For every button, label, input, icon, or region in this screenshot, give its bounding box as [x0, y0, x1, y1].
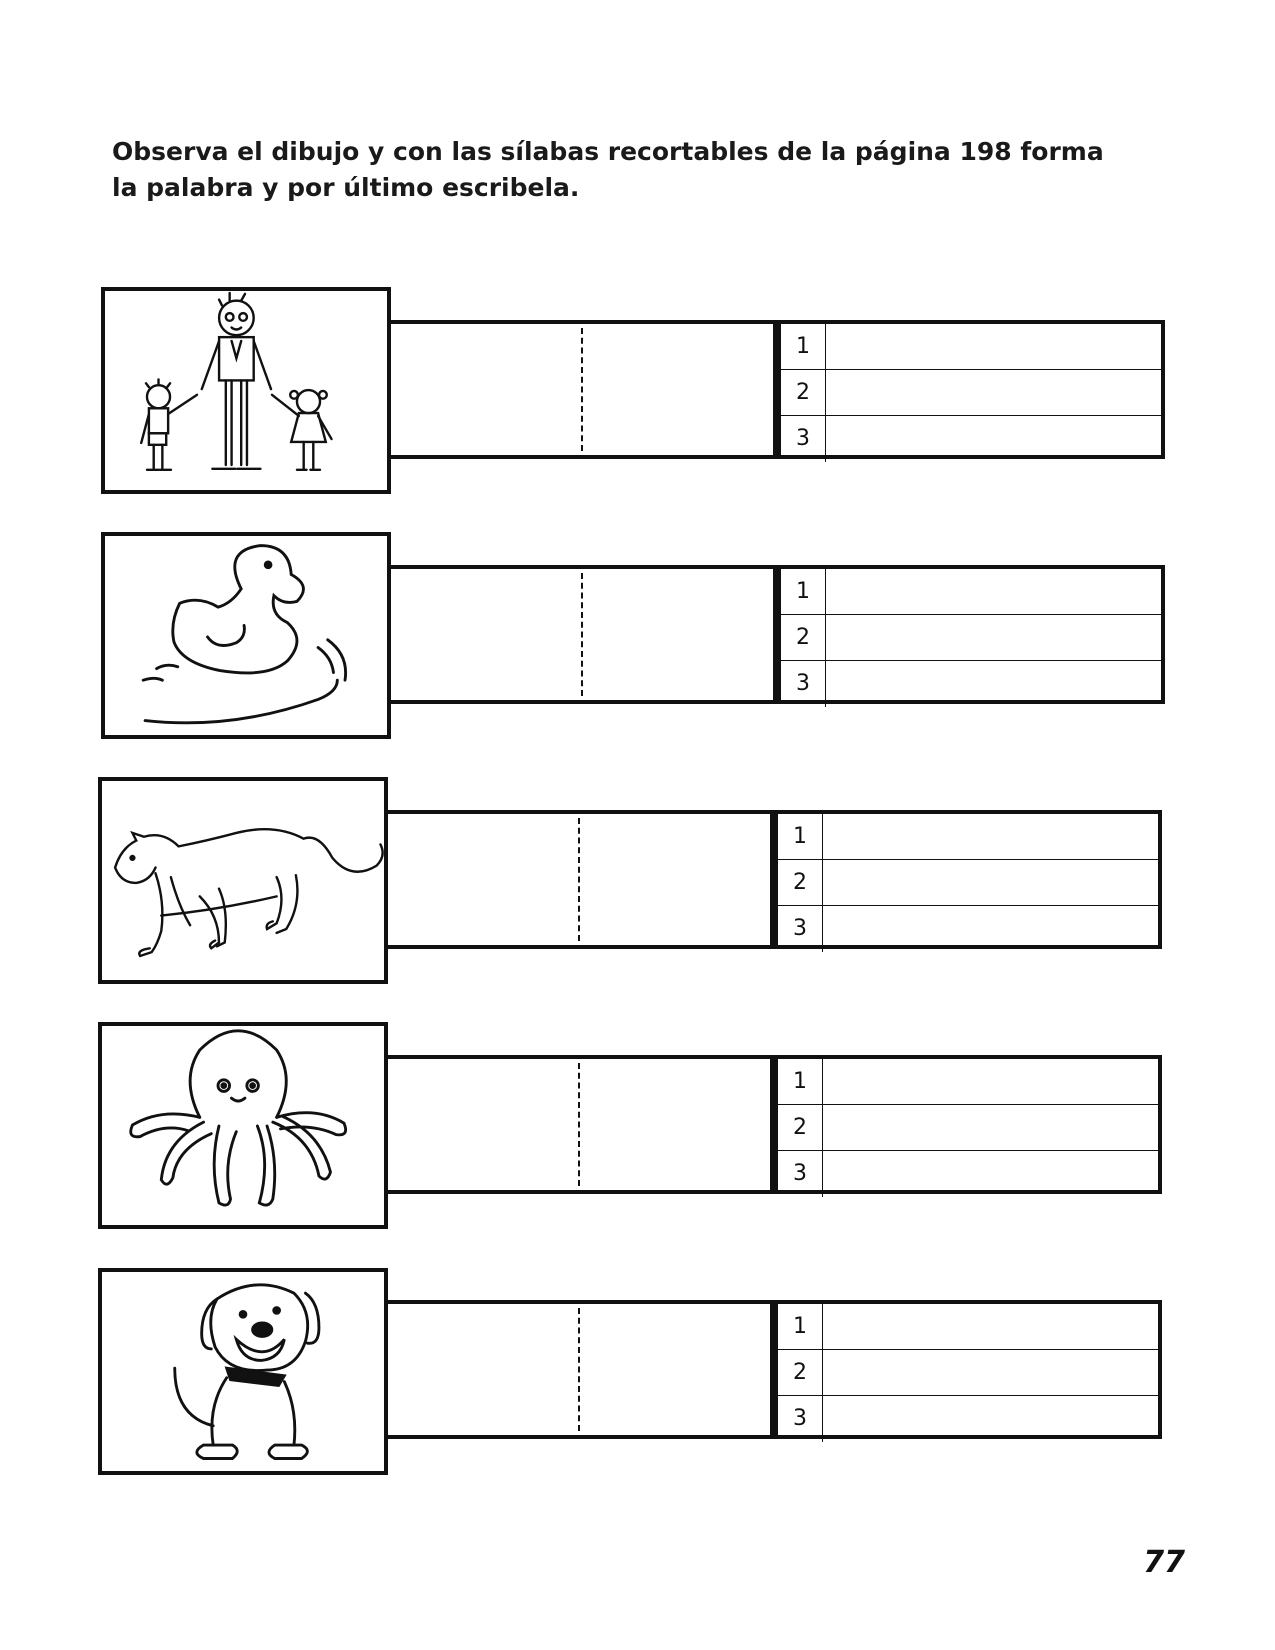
- line-number: 1: [778, 1304, 823, 1349]
- writing-line-2[interactable]: [781, 370, 1161, 416]
- writing-line-3[interactable]: [781, 661, 1161, 707]
- line-number: 3: [778, 1151, 823, 1197]
- syllable-box[interactable]: [388, 1300, 774, 1439]
- writing-line-3[interactable]: [778, 1151, 1158, 1197]
- line-number: 2: [781, 615, 826, 660]
- writing-line-3[interactable]: [778, 906, 1158, 952]
- writing-line-2[interactable]: [781, 615, 1161, 661]
- line-number: 1: [781, 569, 826, 614]
- writing-line-2[interactable]: [778, 860, 1158, 906]
- syllable-divider: [581, 328, 583, 451]
- syllable-box[interactable]: [391, 320, 777, 459]
- syllable-divider: [578, 1063, 580, 1186]
- writing-lines: [774, 1300, 1162, 1439]
- writing-lines: [774, 1055, 1162, 1194]
- line-number: 3: [781, 661, 826, 707]
- writing-lines: [777, 565, 1165, 704]
- writing-lines: [774, 810, 1162, 949]
- puma-illustration: [98, 777, 388, 984]
- dog-illustration: [98, 1268, 388, 1475]
- line-number: 1: [781, 324, 826, 369]
- line-number: 2: [778, 1350, 823, 1395]
- line-number: 1: [778, 814, 823, 859]
- line-number: 2: [778, 1105, 823, 1150]
- line-number: 1: [778, 1059, 823, 1104]
- writing-line-3[interactable]: [778, 1396, 1158, 1442]
- syllable-box[interactable]: [388, 1055, 774, 1194]
- writing-line-1[interactable]: [778, 1059, 1158, 1105]
- page-number: 77: [1143, 1545, 1185, 1580]
- writing-line-3[interactable]: [781, 416, 1161, 462]
- writing-line-1[interactable]: [781, 324, 1161, 370]
- line-number: 3: [778, 906, 823, 952]
- line-number: 2: [781, 370, 826, 415]
- writing-line-1[interactable]: [778, 1304, 1158, 1350]
- writing-line-1[interactable]: [778, 814, 1158, 860]
- writing-lines: [777, 320, 1165, 459]
- syllable-divider: [578, 1308, 580, 1431]
- syllable-divider: [581, 573, 583, 696]
- syllable-box[interactable]: [388, 810, 774, 949]
- duck-illustration: [101, 532, 391, 739]
- writing-line-2[interactable]: [778, 1105, 1158, 1151]
- line-number: 3: [778, 1396, 823, 1442]
- octopus-illustration: [98, 1022, 388, 1229]
- instructions-text: Observa el dibujo y con las sílabas recortables de la página 198 forma la palabra y por último escribela.: [112, 137, 1104, 202]
- writing-line-1[interactable]: [781, 569, 1161, 615]
- syllable-box[interactable]: [391, 565, 777, 704]
- syllable-divider: [578, 818, 580, 941]
- writing-line-2[interactable]: [778, 1350, 1158, 1396]
- family-illustration: [101, 287, 391, 494]
- line-number: 2: [778, 860, 823, 905]
- line-number: 3: [781, 416, 826, 462]
